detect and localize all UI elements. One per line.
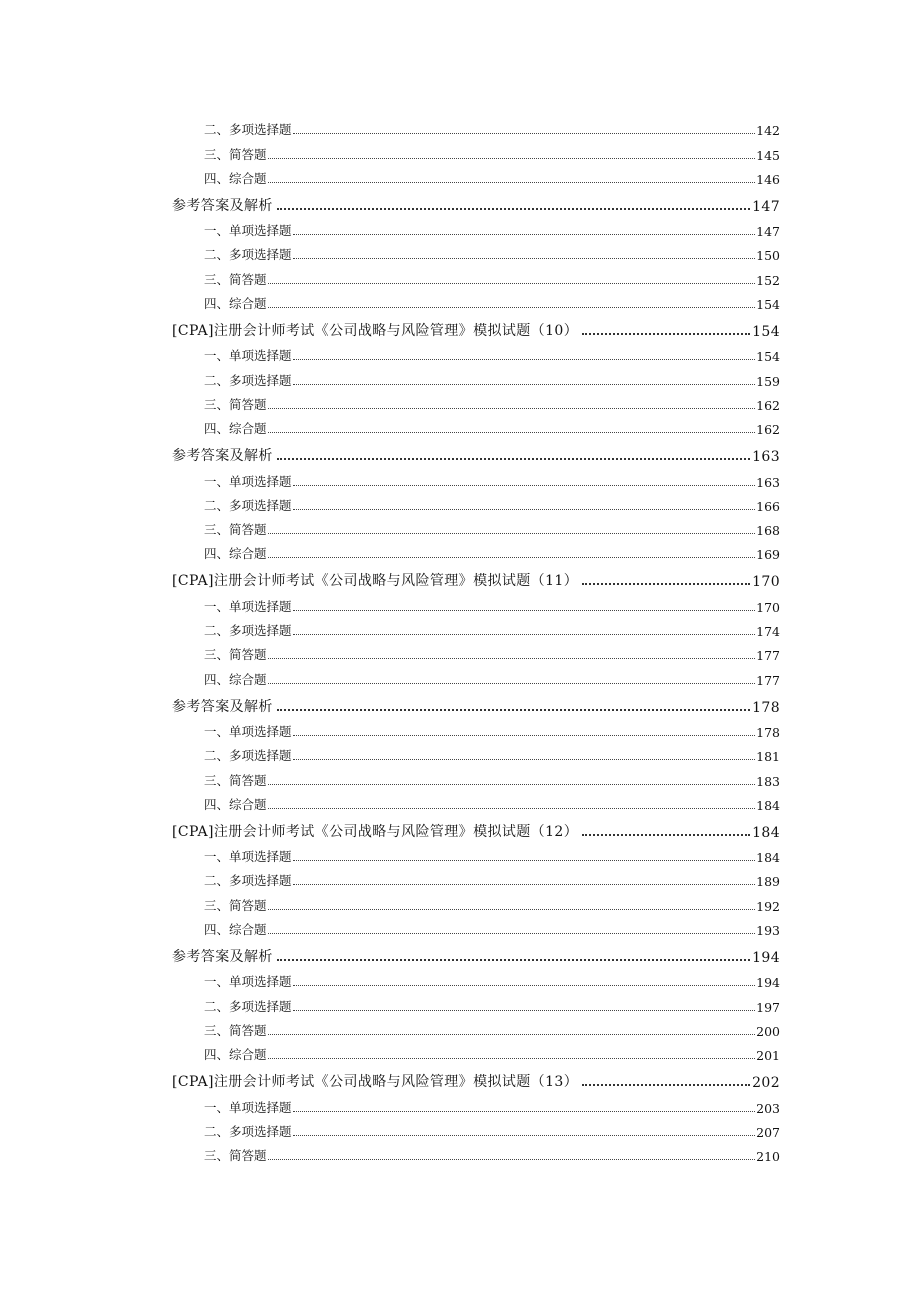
toc-entry-label: 四、综合题 [204,546,267,562]
toc-entry-label: 四、综合题 [204,170,267,186]
toc-leader-dots [293,634,756,635]
toc-leader-dots [293,1135,756,1136]
toc-entry-page-number: 154 [752,324,780,341]
toc-entry-page-number: 194 [752,950,780,967]
toc-subsection-entry[interactable] [172,389,780,413]
toc-entry-label: 三、简答题 [204,1148,267,1164]
toc-section-entry[interactable] [172,312,780,340]
toc-entry-page-number: 178 [752,699,780,716]
toc-entry-label: 二、多项选择题 [204,873,292,889]
toc-entry-page-number: 170 [756,599,780,615]
toc-entry-label: 一、单项选择题 [204,473,292,489]
toc-leader-dots [582,834,750,836]
toc-leader-dots [268,533,756,534]
toc-subsection-entry[interactable] [172,590,780,614]
toc-entry-label: 三、简答题 [204,647,267,663]
toc-leader-dots [277,458,750,460]
toc-entry-page-number: 150 [756,248,780,264]
toc-entry-label: 参考答案及解析 [172,197,273,214]
toc-subsection-entry[interactable] [172,239,780,263]
toc-entry-label: 三、简答题 [204,271,267,287]
toc-subsection-entry[interactable] [172,889,780,913]
toc-leader-dots [268,307,756,308]
toc-entry-label: 二、多项选择题 [204,1123,292,1139]
toc-entry-label: 四、综合题 [204,1047,267,1063]
toc-entry-page-number: 163 [752,449,780,466]
toc-leader-dots [268,557,756,558]
toc-leader-dots [293,1111,756,1112]
toc-leader-dots [293,234,756,235]
toc-leader-dots [293,985,756,986]
toc-leader-dots [582,1084,750,1086]
toc-entry-page-number: 177 [756,648,780,664]
toc-entry-label: 参考答案及解析 [172,448,273,465]
toc-subsection-entry[interactable] [172,465,780,489]
toc-entry-page-number: 200 [756,1023,780,1039]
toc-leader-dots [268,158,756,159]
toc-entry-label: 二、多项选择题 [204,247,292,263]
toc-subsection-entry[interactable] [172,340,780,364]
toc-leader-dots [293,1010,756,1011]
toc-entry-label: 四、综合题 [204,796,267,812]
toc-entry-page-number: 162 [756,397,780,413]
toc-entry-page-number: 184 [756,850,780,866]
toc-entry-page-number: 203 [756,1100,780,1116]
toc-entry-page-number: 194 [756,975,780,991]
toc-subsection-entry[interactable] [172,639,780,663]
toc-entry-page-number: 163 [756,474,780,490]
toc-leader-dots [582,333,750,335]
toc-entry-page-number: 184 [756,797,780,813]
toc-leader-dots [268,432,756,433]
toc-entry-page-number: 142 [756,123,780,139]
toc-entry-label: 二、多项选择题 [204,623,292,639]
toc-entry-label: 二、多项选择题 [204,372,292,388]
toc-subsection-entry[interactable] [172,215,780,239]
toc-entry-page-number: 154 [756,297,780,313]
toc-subsection-entry[interactable] [172,263,780,287]
toc-entry-label: 一、单项选择题 [204,1099,292,1115]
toc-entry-page-number: 166 [756,498,780,514]
toc-subsection-entry[interactable] [172,841,780,865]
table-of-contents [172,114,780,1164]
toc-subsection-entry[interactable] [172,1140,780,1164]
toc-leader-dots [293,258,756,259]
toc-entry-page-number: 159 [756,373,780,389]
toc-entry-page-number: 183 [756,773,780,789]
toc-leader-dots [277,208,750,210]
toc-leader-dots [293,485,756,486]
toc-leader-dots [268,658,756,659]
toc-entry-label: 三、简答题 [204,146,267,162]
toc-entry-label: [CPA]注册会计师考试《公司战略与风险管理》模拟试题（12） [172,823,579,840]
toc-entry-label: 三、简答题 [204,772,267,788]
toc-entry-label: [CPA]注册会计师考试《公司战略与风险管理》模拟试题（10） [172,323,579,340]
toc-leader-dots [268,408,756,409]
toc-entry-label: 一、单项选择题 [204,348,292,364]
toc-entry-label: 一、单项选择题 [204,849,292,865]
toc-subsection-entry[interactable] [172,413,780,437]
toc-entry-label: 一、单项选择题 [204,598,292,614]
toc-entry-label: 参考答案及解析 [172,949,273,966]
toc-subsection-entry[interactable] [172,364,780,388]
toc-entry-page-number: 201 [756,1048,780,1064]
toc-leader-dots [268,283,756,284]
toc-subsection-entry[interactable] [172,288,780,312]
toc-section-entry[interactable] [172,1063,780,1091]
toc-subsection-entry[interactable] [172,966,780,990]
toc-leader-dots [293,735,756,736]
toc-entry-page-number: 154 [756,349,780,365]
toc-subsection-entry[interactable] [172,114,780,138]
toc-entry-label: 一、单项选择题 [204,974,292,990]
toc-leader-dots [293,759,756,760]
toc-entry-label: 四、综合题 [204,421,267,437]
toc-leader-dots [268,1034,756,1035]
toc-entry-page-number: 145 [756,147,780,163]
toc-entry-label: 参考答案及解析 [172,698,273,715]
toc-subsection-entry[interactable] [172,1015,780,1039]
toc-entry-page-number: 162 [756,422,780,438]
toc-entry-page-number: 169 [756,547,780,563]
toc-leader-dots [293,133,756,134]
toc-entry-label: 二、多项选择题 [204,998,292,1014]
toc-section-entry[interactable] [172,938,780,966]
toc-entry-page-number: 170 [752,574,780,591]
toc-entry-page-number: 177 [756,672,780,688]
toc-entry-page-number: 146 [756,171,780,187]
toc-subsection-entry[interactable] [172,990,780,1014]
toc-leader-dots [277,709,750,711]
toc-entry-page-number: 174 [756,624,780,640]
toc-subsection-entry[interactable] [172,789,780,813]
toc-entry-label: 三、简答题 [204,522,267,538]
toc-entry-page-number: 192 [756,898,780,914]
toc-subsection-entry[interactable] [172,1091,780,1115]
toc-subsection-entry[interactable] [172,865,780,889]
toc-entry-page-number: 147 [756,224,780,240]
toc-entry-label: 四、综合题 [204,296,267,312]
toc-subsection-entry[interactable] [172,663,780,687]
toc-entry-label: 四、综合题 [204,671,267,687]
toc-subsection-entry[interactable] [172,138,780,162]
toc-section-entry[interactable] [172,688,780,716]
toc-subsection-entry[interactable] [172,163,780,187]
toc-entry-label: [CPA]注册会计师考试《公司战略与风险管理》模拟试题（13） [172,1074,579,1091]
toc-leader-dots [293,860,756,861]
toc-subsection-entry[interactable] [172,615,780,639]
toc-leader-dots [293,359,756,360]
toc-leader-dots [268,182,756,183]
toc-section-entry[interactable] [172,437,780,465]
toc-leader-dots [293,884,756,885]
toc-entry-page-number: 189 [756,874,780,890]
toc-leader-dots [293,384,756,385]
toc-subsection-entry[interactable] [172,1039,780,1063]
toc-leader-dots [268,909,756,910]
toc-section-entry[interactable] [172,187,780,215]
toc-entry-page-number: 147 [752,198,780,215]
toc-entry-page-number: 152 [756,272,780,288]
toc-section-entry[interactable] [172,562,780,590]
toc-entry-page-number: 178 [756,724,780,740]
toc-leader-dots [582,583,750,585]
toc-leader-dots [268,683,756,684]
toc-entry-page-number: 202 [752,1075,780,1092]
toc-entry-label: 三、简答题 [204,1022,267,1038]
toc-subsection-entry[interactable] [172,740,780,764]
toc-entry-page-number: 168 [756,523,780,539]
toc-leader-dots [268,933,756,934]
toc-entry-label: 二、多项选择题 [204,122,292,138]
toc-subsection-entry[interactable] [172,914,780,938]
toc-entry-page-number: 193 [756,923,780,939]
toc-entry-label: 一、单项选择题 [204,223,292,239]
toc-subsection-entry[interactable] [172,1116,780,1140]
toc-leader-dots [293,610,756,611]
toc-entry-page-number: 210 [756,1149,780,1165]
toc-entry-label: 一、单项选择题 [204,723,292,739]
toc-entry-label: 三、简答题 [204,396,267,412]
toc-subsection-entry[interactable] [172,764,780,788]
toc-leader-dots [277,959,750,961]
toc-entry-label: 二、多项选择题 [204,748,292,764]
toc-leader-dots [268,784,756,785]
toc-subsection-entry[interactable] [172,538,780,562]
toc-leader-dots [268,1058,756,1059]
toc-entry-label: [CPA]注册会计师考试《公司战略与风险管理》模拟试题（11） [172,573,579,590]
toc-subsection-entry[interactable] [172,716,780,740]
toc-leader-dots [293,509,756,510]
toc-section-entry[interactable] [172,813,780,841]
toc-entry-page-number: 207 [756,1124,780,1140]
toc-entry-page-number: 184 [752,824,780,841]
toc-entry-label: 三、简答题 [204,897,267,913]
toc-leader-dots [268,1159,756,1160]
toc-subsection-entry[interactable] [172,514,780,538]
toc-entry-label: 四、综合题 [204,922,267,938]
toc-subsection-entry[interactable] [172,490,780,514]
toc-leader-dots [268,808,756,809]
toc-entry-page-number: 181 [756,749,780,765]
toc-entry-page-number: 197 [756,999,780,1015]
toc-entry-label: 二、多项选择题 [204,497,292,513]
